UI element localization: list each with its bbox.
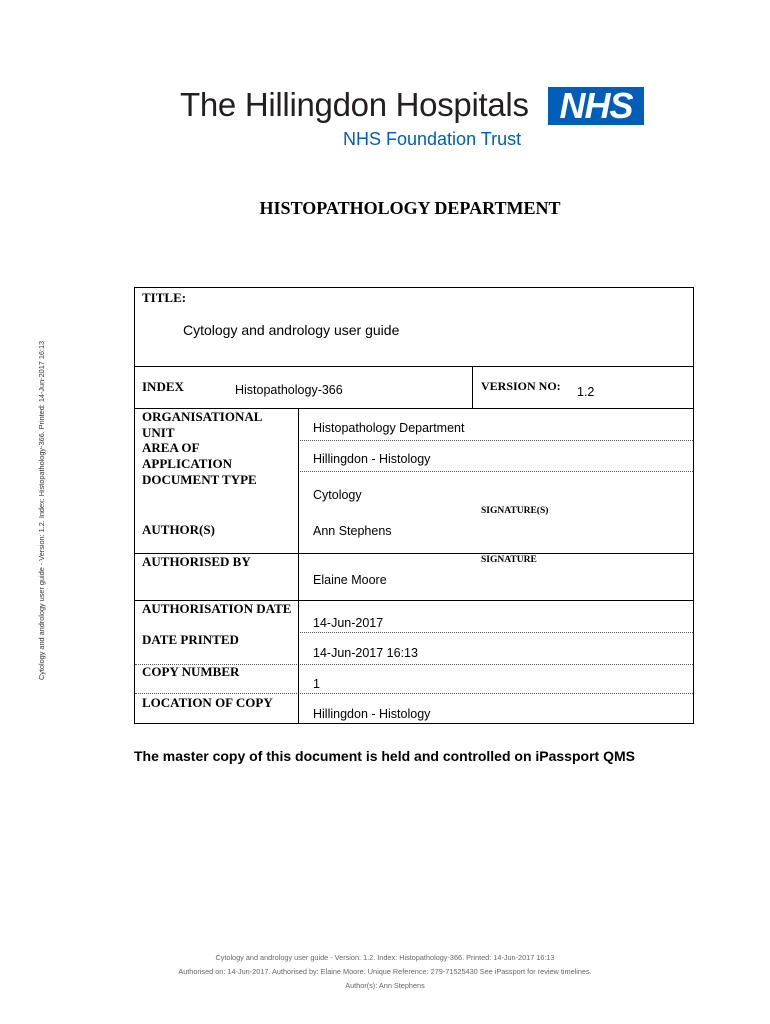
author-value: Ann Stephens bbox=[313, 524, 392, 538]
trust-subtitle: NHS Foundation Trust bbox=[343, 129, 522, 149]
location-label: LOCATION OF COPY bbox=[142, 695, 273, 710]
row-divider bbox=[135, 693, 693, 694]
department-heading: HISTOPATHOLOGY DEPARTMENT bbox=[259, 198, 561, 218]
doc-type-label: DOCUMENT TYPE bbox=[142, 472, 257, 487]
location-value: Hillingdon - Histology bbox=[313, 707, 431, 721]
title-label: TITLE: bbox=[142, 290, 187, 305]
org-unit-label: ORGANISATIONAL UNIT bbox=[142, 409, 262, 440]
document-control-table bbox=[134, 287, 694, 724]
area-label: AREA OF APPLICATION bbox=[142, 440, 233, 471]
index-label: INDEX bbox=[142, 379, 184, 394]
row-divider bbox=[298, 632, 693, 633]
org-unit-value: Histopathology Department bbox=[313, 421, 465, 435]
doc-type-value: Cytology bbox=[313, 488, 362, 502]
nhs-logo-badge: NHS bbox=[548, 87, 644, 125]
trust-name: The Hillingdon Hospitals bbox=[180, 86, 529, 123]
auth-date-value: 14-Jun-2017 bbox=[313, 616, 384, 630]
side-document-reference: Cytology and andrology user guide - Version: 1.2. Index: Histopathology-366. Printed: 14-Jun-2017 16:13 bbox=[37, 340, 46, 680]
footer-line-3: Author(s): Ann Stephens bbox=[345, 981, 425, 990]
column-divider bbox=[298, 408, 299, 724]
row-divider bbox=[135, 366, 693, 367]
row-divider bbox=[298, 440, 693, 441]
copy-number-label: COPY NUMBER bbox=[142, 664, 240, 679]
date-printed-value: 14-Jun-2017 16:13 bbox=[313, 646, 418, 660]
version-label: VERSION NO: bbox=[481, 379, 561, 393]
master-copy-note: The master copy of this document is held and controlled on iPassport QMS bbox=[134, 748, 635, 764]
index-value: Histopathology-366 bbox=[235, 383, 343, 397]
signature-label: SIGNATURE bbox=[481, 555, 537, 565]
version-value: 1.2 bbox=[577, 385, 595, 399]
title-value: Cytology and andrology user guide bbox=[183, 322, 400, 338]
author-label: AUTHOR(S) bbox=[142, 522, 215, 537]
authorised-by-label: AUTHORISED BY bbox=[142, 554, 251, 569]
footer-line-2: Authorised on: 14-Jun-2017. Authorised by: Elaine Moore. Unique Reference: 279-71525430 See iPassport for review timelines. bbox=[178, 967, 592, 976]
auth-date-label: AUTHORISATION DATE bbox=[142, 601, 292, 616]
row-divider bbox=[298, 471, 693, 472]
authorised-by-value: Elaine Moore bbox=[313, 573, 387, 587]
area-value: Hillingdon - Histology bbox=[313, 452, 431, 466]
date-printed-label: DATE PRINTED bbox=[142, 632, 239, 647]
footer-line-1: Cytology and andrology user guide - Version: 1.2. Index: Histopathology-366. Printed: 14-Jun-2017 16:13 bbox=[215, 953, 555, 962]
copy-number-value: 1 bbox=[313, 677, 320, 691]
column-divider bbox=[472, 366, 473, 408]
signatures-label: SIGNATURE(S) bbox=[481, 506, 549, 516]
